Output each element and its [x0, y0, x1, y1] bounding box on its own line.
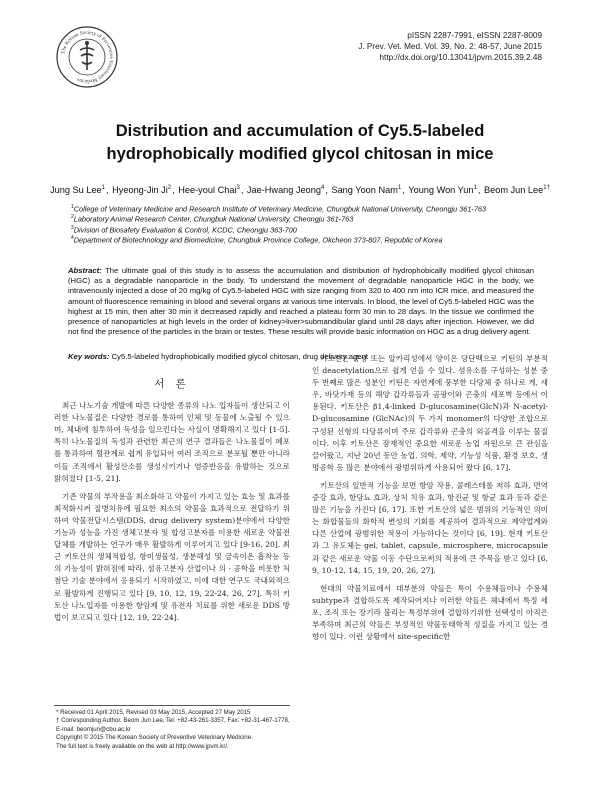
author-list: Jung Su Lee$^1$, Hyeong-Jin Ji$^2$, Hee-youl Chai$^3$, Jae-Hwang Jeong$^4$, Sang Yoon Nam$^1$, Young Won Yun$^1$, Beom Jun Lee$^{1\dagger}$	[50, 185, 550, 196]
abstract	[68, 266, 534, 337]
citation-line: J. Prev. Vet. Med. Vol. 39, No. 2: 48-57, June 2015	[358, 42, 542, 51]
author-name: Sang Yoon Nam$^1$	[331, 185, 402, 196]
issn-line: pISSN 2287-7991, eISSN 2287-8009	[407, 31, 542, 40]
doi-link[interactable]: http://dx.doi.org/10.13041/jpvm.2015.39.2.48	[379, 53, 542, 62]
keywords-text: Cy5.5-labeled hydrophobically modified glycol chitosan, drug delivery agent	[111, 352, 368, 361]
affiliation-line: $^2$Laboratory Animal Research Center, Chungbuk National University, Cheongju 361-763	[71, 214, 354, 224]
footnote-divider	[54, 705, 290, 706]
author-affiliation-mark: 1	[101, 185, 106, 191]
author-name: Beom Jun Lee$^{1\dagger}$	[483, 185, 550, 196]
body-paragraph: 최근 나노기술 개발에 따른 다양한 종류의 나노 입자들이 생산되고 이러한 나노물질은 다양한 경로를 통하여 인체 및 동물에 노출될 수 있으며, 체내에 침투하여 독성을 일으킨다는 사실이 명확해지고 있다 [1-5]. 특히 나노물질의 독성과 관련한 최근의 연구 결과들은 나노물질이 폐포를 통과하여 혈관계로 쉽게 유입되어 여러 조직으로 분포될 뿐만 아니라 이들 조직에서 활성산소를 생성시키거나 염증반응을 유발하는 것으로 밝혀졌다 [1-5, 21].	[54, 401, 290, 483]
footnote-line: Copyright © 2015 The Korean Society of Preventive Veterinary Medicine.	[56, 734, 253, 742]
author-affiliation-mark: 3	[236, 185, 240, 191]
author-name: Jung Su Lee$^1$	[50, 185, 106, 196]
abstract-text: The ultimate goal of this study is to assess the accumulation and distribution of hydrophobically modified glycol chitosan (HGC) as a degradable nanoparticle in the body. To understand the movement of degradable nanoparticle HGC in the body, we intravenously injected a dose of 20 mg/kg of Cy5.5-labeled HGC with size ranging from 320 to 400 nm into ICR mice, and measured the amount of fluorescence remaining in blood and several organs at various time intervals. In blood, the level of Cy5.5-labeled HGC was the highest at 15 min, then after 30 min it decreased rapidly and reached a plateau form 30 min to 28 days. In the tissue we confirmed the presence of nanoparticles at high levels in the order of kidney>liver>submandibular gland until 28 days after injection. However, we did not find the presence of the particles in the brain or testes. These results will provide basic information on HGC as a drug delivery agent.	[68, 266, 535, 337]
article-title	[40, 120, 560, 166]
left-paragraphs	[54, 400, 290, 624]
right-column	[312, 353, 548, 649]
affiliation-list	[71, 203, 541, 245]
footnote-line: * Received 01 April 2015, Revised 03 May 2015, Accepted 27 May 2015	[56, 709, 251, 716]
author-name: Hyeong-Jin Ji$^2$	[112, 185, 172, 196]
author-name: Hee-youl Chai$^3$	[178, 185, 240, 196]
section-heading-intro: 서 론	[154, 378, 190, 390]
body-paragraph: 현대의 약물치료에서 대부분의 약들은 특이 수용체들이나 수용체 subtype과 결합하도록 제작되어지나 이러한 약들은 체내에서 특정 세포, 조직 또는 장기라 불리는 특정부위에 결합하기위한 선택성이 아직은 부족하며 최근의 약들은 부정적인 약물동태학적 성질을 가지고 있는 경향이 있다. 이런 상황에서 site-specific한	[312, 583, 548, 642]
footnote-line: † Corresponding Author. Beom Jun Lee, Tel: +82-43-261-3357, Fax: +82-31-467-1778,	[56, 717, 290, 725]
affiliation-line: $^3$Division of Biosafety Evaluation & Control, KCDC, Cheongju 363-700	[71, 224, 297, 235]
left-column	[54, 378, 290, 630]
title-line-1: Distribution and accumulation of Cy5.5-labeled	[115, 122, 485, 140]
abstract-label: Abstract:	[68, 266, 102, 275]
footnotes	[56, 709, 296, 751]
author-affiliation-mark: 1†	[543, 185, 550, 191]
body-paragraph: 키토산은 중성 또는 알카리성에서 양이온 당단백으로 키틴의 부분적인 deacetylation으로 쉽게 얻을 수 있다. 섬유소를 구성하는 성분 중 두 번째로 많은 성분인 키틴은 자연계에 풍부한 다당체 중 하나로 게, 새우, 바닷가재 등의 해양 갑각류들과 곰팡이와 곤충의 세포벽 등에서 이용된다. 키토산은 β1,4-linked D-glucosamine(GlcN)과 N-acetyl-D-glucosamine (GlcNAc)의 두 가지 monomer의 다양한 조합으로 구성된 선형의 다당류이며 주로 갑각류와 곤충의 외골격을 이루는 물질이다. 이후 키토산은 잠재적인 중요한 새로운 농업 자원으로 큰 관심을 끌어왔고, 지난 20년 동안 농업, 의학, 제약, 기능성 식품, 환경 보호, 생명공학 등 많은 분야에서 광범위하게 사용되어 왔다 [6, 17].	[312, 354, 548, 472]
author-affiliation-mark: 1	[473, 185, 477, 191]
body-paragraph: 키토산의 일반적 기능을 보면 항암 작용, 콜레스테롤 저하 효과, 면역증강 효과, 항당뇨 효과, 상처 치유 효과, 항진균 및 항균 효과 등과 같은 많은 기능을 가진다 [6, 17]. 또한 키토산의 넓은 범위의 기능적인 의미는 화합물들의 화학적 변성의 기회를 제공하여 결과적으로 제약업계와 다른 산업에 광범위한 적용이 가능하다는 것이다 [6, 19]. 현재 키토산과 그 유도체는 gel, tablet, capsule, microsphere, microcapsule과 같은 새로운 약물 이동 수단으로써의 적용에 큰 주목을 받고 있다 [6, 9, 10-12, 14, 15, 19, 20, 26, 27].	[312, 480, 548, 575]
author-name: Jae-Hwang Jeong$^4$	[246, 185, 325, 196]
body-paragraph: 기존 약물의 부작용을 최소화하고 약물이 가지고 있는 효능 및 효과를 최적화시켜 질병치유에 필요한 최소의 약물을 효과적으로 전달하기 위하여 약물전달시스템(DDS, drug delivery system)분야에서 다양한 기능과 성능을 가진 생체고분자 및 합성고분자를 이용한 새로운 약물전달체를 개발하는 연구가 매우 활발하게 이루어지고 있다 [9-16, 20]. 최근 키토산의 생체적합성, 항미생물성, 생분해성 및 금속이온 흡착능 등의 기능성이 밝혀짐에 따라, 섬유고분자 산업이나 의 · 공학을 비롯한 처첨단 기술 분야에서 응용되기 시작하였고, 이에 대한 연구도 국내외적으로 활발하게 진행되고 있다 [9, 10, 12, 19, 22-24, 26, 27]. 특히 키토산 나노입자를 이용한 항암제 및 유전자 치료를 위한 새로운 DDS 방법이 보고되고 있다 [12, 19, 22-24].	[54, 491, 290, 622]
author-affiliation-mark: 1	[397, 185, 402, 191]
author-name: Young Won Yun$^1$	[408, 185, 477, 196]
author-affiliation-mark: 4	[320, 185, 325, 191]
right-paragraphs	[312, 353, 548, 643]
journal-info	[358, 30, 542, 63]
author-affiliation-mark: 2	[167, 185, 172, 191]
society-seal-icon	[56, 26, 118, 88]
footnote-line: E-mail: beomjun@cbu.ac.kr	[56, 725, 131, 733]
affiliation-line: $^4$Department of Biotechnology and Biomedicine, Chungbuk Province College, Okcheon 373-807, Republic of Korea	[71, 235, 443, 245]
title-line-2: hydrophobically modified glycol chitosan in mice	[106, 145, 494, 163]
seal-lettering: The Korean Society of Preventive Veterinary Medicine	[60, 29, 115, 85]
footnote-line: The full text is freely available on the web at http://www.jpvm.kr/.	[56, 742, 229, 750]
keywords-label: Key words:	[68, 352, 110, 361]
affiliation-line: $^1$College of Veterinary Medicine and Research Institute of Veterinary Medicine, Chungbuk National University, Cheongju 361-763	[71, 204, 487, 214]
